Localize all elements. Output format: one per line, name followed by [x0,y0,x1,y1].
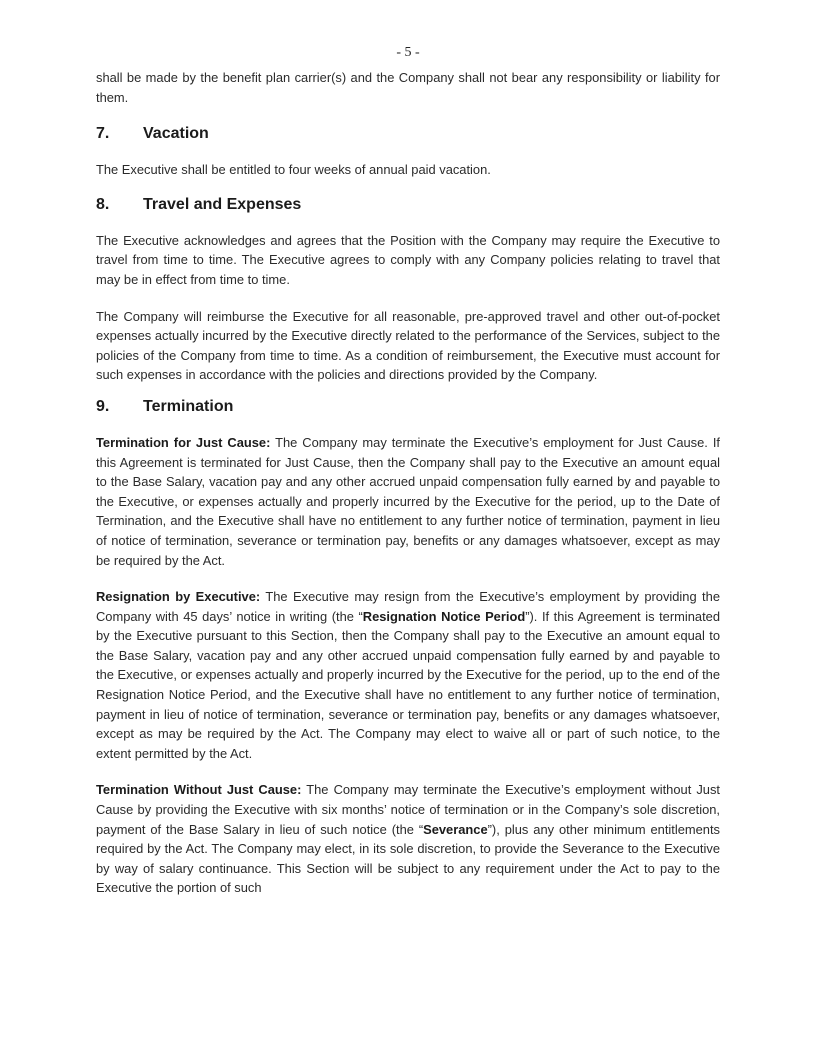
section-title: Termination [143,397,234,415]
just-cause-label: Termination for Just Cause: [96,434,271,450]
travel-paragraph-1: The Executive acknowledges and agrees that the Position with the Company may require the Executive to travel from time to time. The Executive agrees to comply with any Company policies relating to travel that may be in effect from time to time. [96,232,720,287]
resignation-label: Resignation by Executive: [96,589,261,605]
without-cause-text-a: The Company may terminate the Executive’s employment without Just Cause by providing the Executive with six months’ notice of termination or in the Company’s sole discretion, payment of the Base Salary in lieu of such notice (the “ [96,782,720,837]
resignation-text-b: ”). If this Agreement is terminated by the Executive pursuant to this Section, then the Company shall pay to the Executive an amount equal to the Base Salary, vacation pay and any other accrued unpaid compensation fully earned by and payable to the Executive, or expenses actually and properly incurred by the Executive for the period, up to the end of the Resignation Notice Period, and the Executive shall have no entitlement to any further notice of termination, payment in lieu of notice of termination, severance or termination pay, benefits or any damages whatsoever, except as may be required by the Act. The Company may elect to waive all or part of such notice, to the extent permitted by the Act. [96,608,720,761]
without-cause-text-b: ”), plus any other minimum entitlements required by the Act. The Company may elect, in its sole discretion, to provide the Severance to the Executive by way of salary continuance. This Section will be subject to any requirement under the Act to pay to the Executive the portion of such [96,821,720,896]
resignation-paragraph [96,587,720,763]
section-number: 8. [96,195,110,213]
section-title: Vacation [143,125,209,143]
without-cause-paragraph [96,780,720,898]
without-cause-label: Termination Without Just Cause: [96,782,302,798]
severance-defined-term: Severance [423,821,488,837]
section-number: 7. [96,125,110,143]
just-cause-text: The Company may terminate the Executive’s employment for Just Cause. If this Agreement is terminated for Just Cause, then the Company shall pay to the Executive an amount equal to the Base Salary, vacation pay and any other accrued unpaid compensation fully earned by and payable to the Executive, or expenses actually and properly incurred by the Executive for the period, up to the Date of Termination, and the Executive shall have no entitlement to any further notice of termination, payment in lieu of notice of termination, severance or termination pay, benefits or any damages whatsoever, except as may be required by the Act. [96,434,720,568]
page-number: - 5 - [396,45,420,60]
section-number: 9. [96,397,110,415]
section-heading-travel [96,195,720,215]
vacation-paragraph: The Executive shall be entitled to four weeks of annual paid vacation. [96,162,491,178]
resignation-defined-term: Resignation Notice Period [362,608,526,624]
section-heading-vacation [96,124,720,144]
document-body [96,68,720,898]
travel-paragraph-2: The Company will reimburse the Executive for all reasonable, pre-approved travel and other out-of-pocket expenses actually incurred by the Executive directly related to the performance of the Services, subject to the policies of the Company from time to time. As a condition of reimbursement, the Executive must account for such expenses in accordance with the policies and directions provided by the Company. [96,308,720,383]
section-heading-termination [96,397,720,417]
resignation-text-a: The Executive may resign from the Executive’s employment by providing the Company with 45 days’ notice in writing (the “ [96,589,720,624]
just-cause-paragraph [96,433,720,570]
section-title: Travel and Expenses [143,195,302,213]
carryover-paragraph: shall be made by the benefit plan carrier(s) and the Company shall not bear any responsibility or liability for them. [96,70,720,105]
